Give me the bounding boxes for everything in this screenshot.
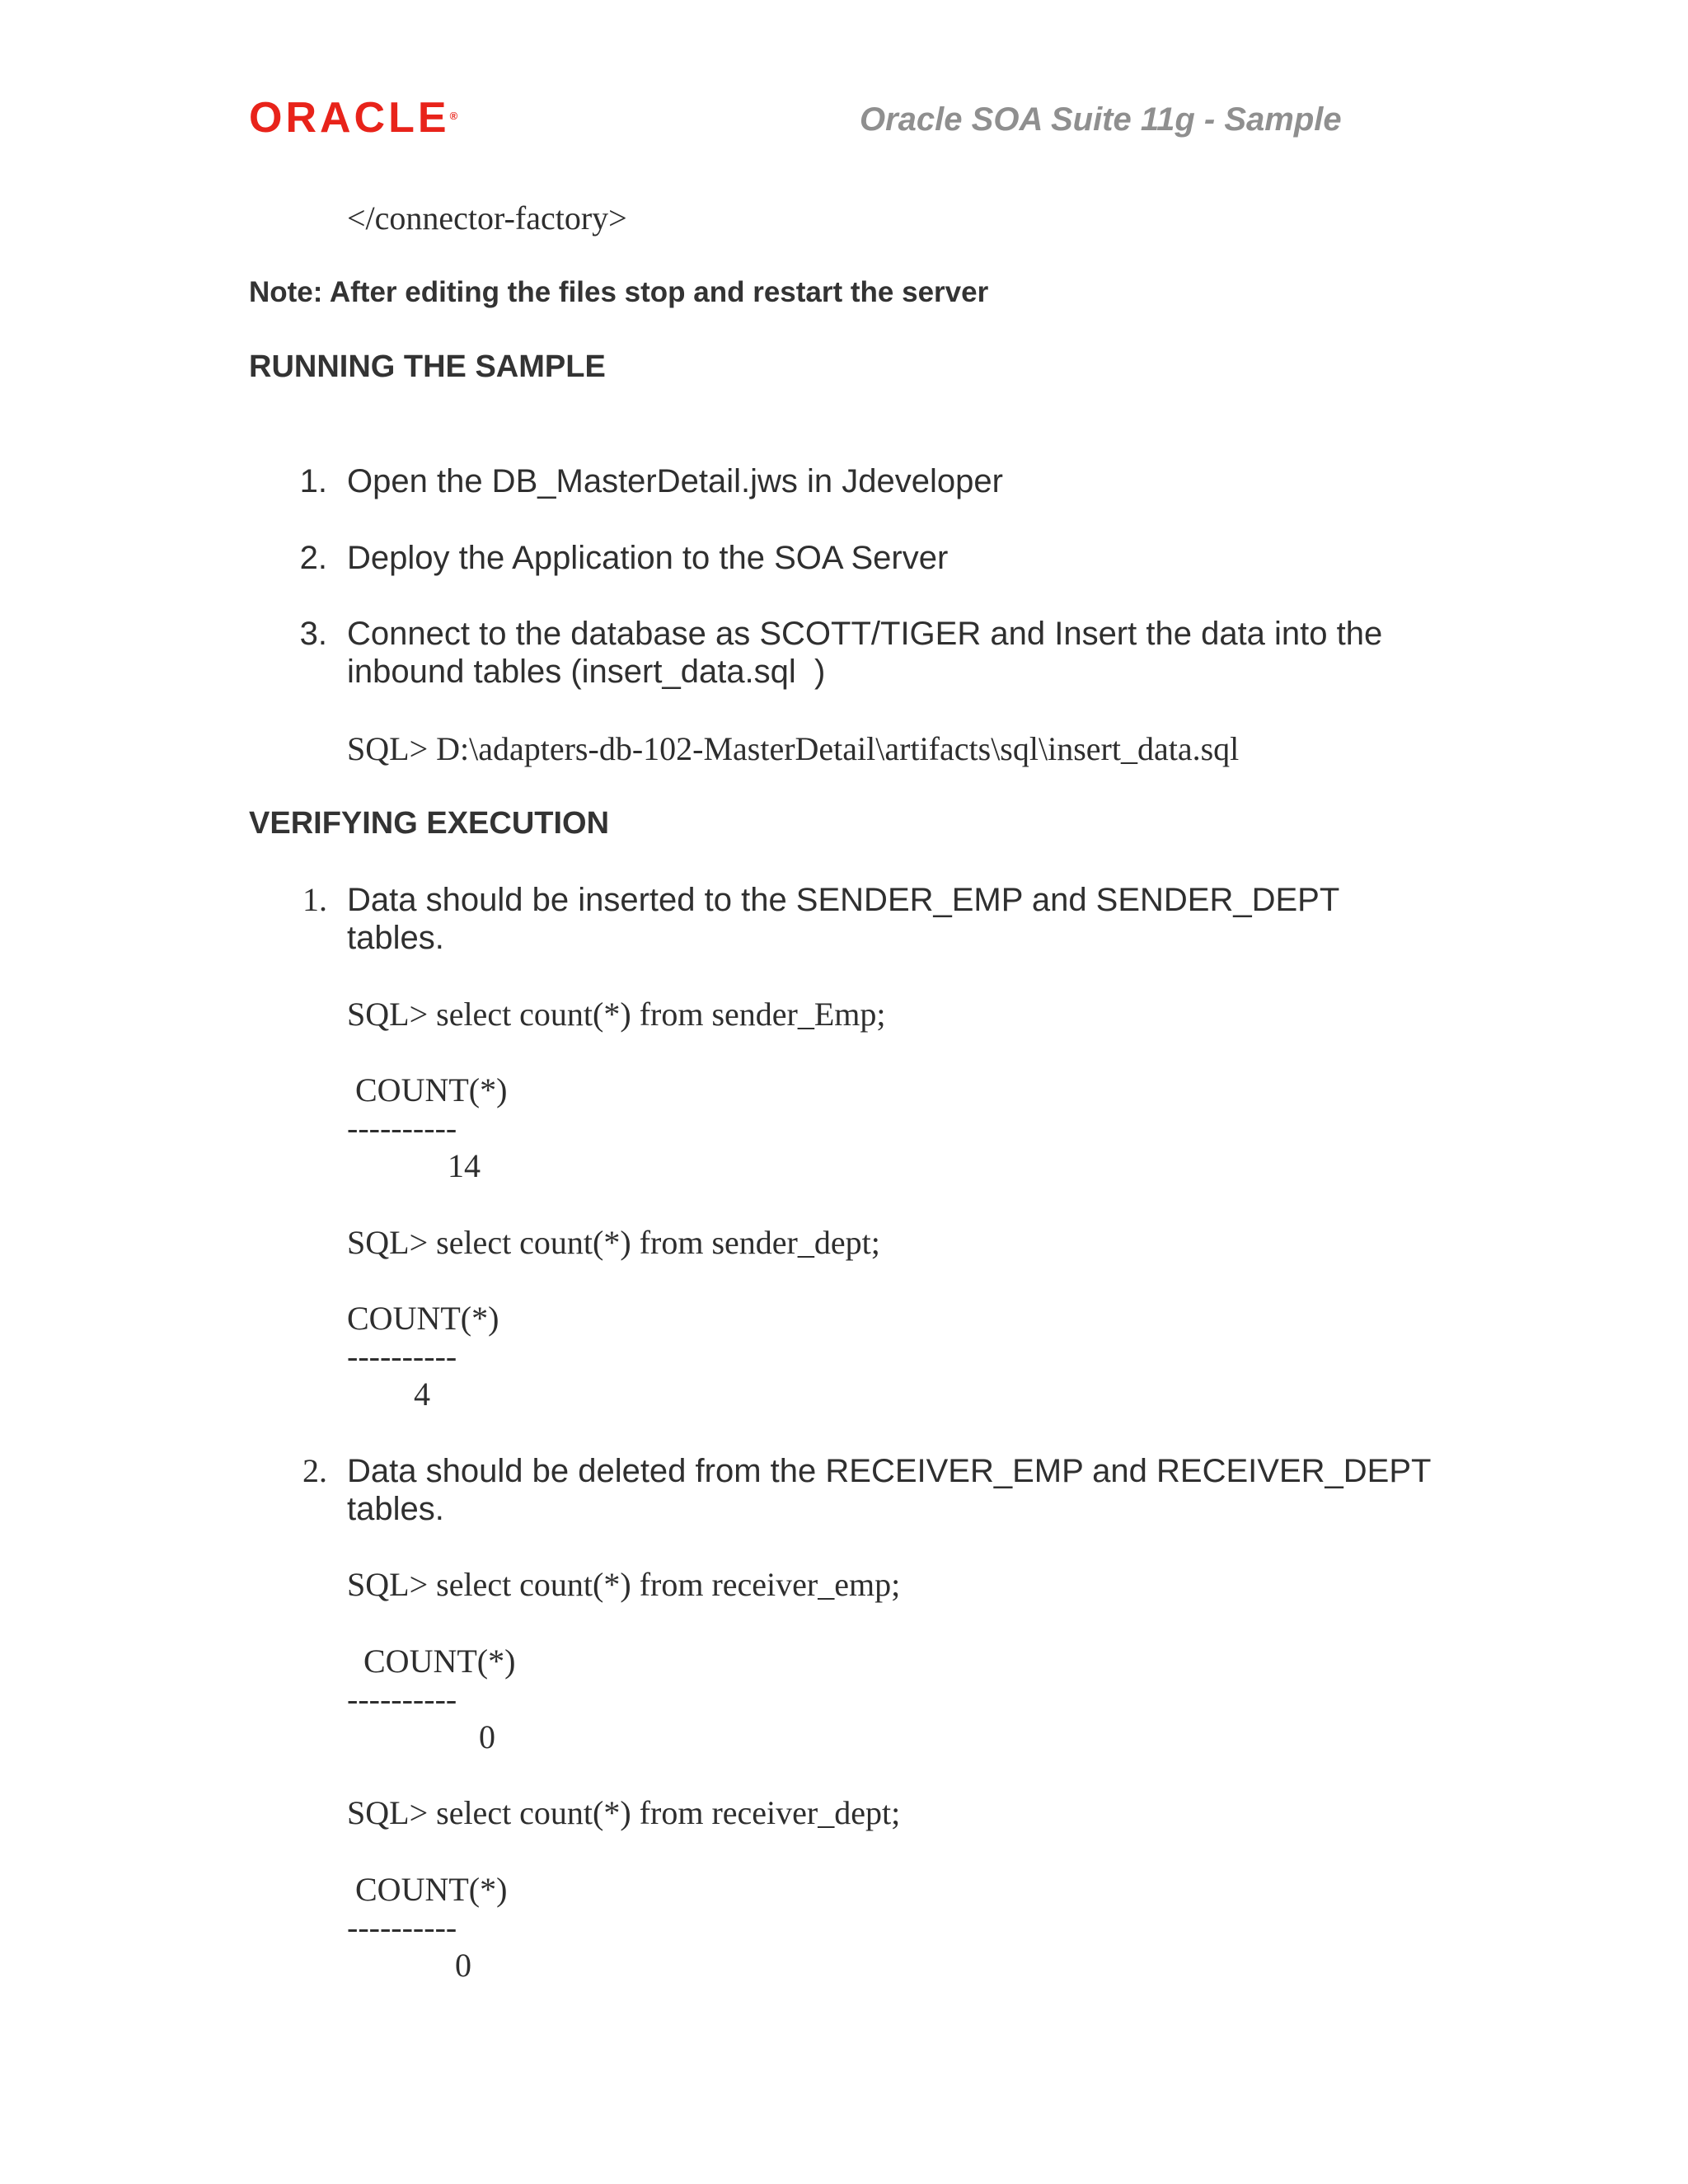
verify-step-2-text-line-2: tables. (347, 1491, 444, 1527)
running-step-2-text: Deploy the Application to the SOA Server (347, 540, 949, 576)
count-column-header: COUNT(*) (347, 1071, 508, 1108)
verify-step-1-text-line-2: tables. (347, 920, 444, 956)
verify-step-1-number: 1. (302, 881, 327, 918)
running-step-3-number: 3. (299, 616, 327, 652)
count-separator: ---------- (347, 1109, 457, 1146)
count-column-header: COUNT(*) (347, 1871, 508, 1908)
count-result-sender-emp: 14 (448, 1147, 481, 1184)
count-column-header: COUNT(*) (347, 1643, 516, 1680)
sql-query-receiver-dept: SQL> select count(*) from receiver_dept; (347, 1794, 901, 1831)
verifying-execution-heading: VERIFYING EXECUTION (249, 806, 610, 841)
count-column-header: COUNT(*) (347, 1300, 499, 1337)
sql-query-sender-dept: SQL> select count(*) from sender_dept; (347, 1224, 880, 1261)
verify-step-2-text-line-1: Data should be deleted from the RECEIVER_EMP and RECEIVER_DEPT (347, 1453, 1432, 1489)
running-step-2-number: 2. (299, 540, 327, 576)
connector-factory-close-tag: </connector-factory> (347, 199, 627, 237)
registered-mark: ® (449, 110, 458, 122)
count-result-receiver-dept: 0 (455, 1947, 471, 1984)
running-step-1-number: 1. (299, 463, 327, 499)
count-separator: ---------- (347, 1909, 457, 1946)
oracle-logo (249, 94, 458, 142)
sql-insert-command: SQL> D:\adapters-db-102-MasterDetail\artifacts\sql\insert_data.sql (347, 730, 1240, 767)
count-separator: ---------- (347, 1338, 457, 1375)
count-result-sender-dept: 4 (414, 1376, 430, 1413)
running-step-3-text-line-2: inbound tables (insert_data.sql ) (347, 654, 826, 690)
count-separator: ---------- (347, 1680, 457, 1718)
verify-step-1-text-line-1: Data should be inserted to the SENDER_EMP and SENDER_DEPT (347, 882, 1340, 918)
restart-note: Note: After editing the files stop and restart the server (249, 276, 989, 308)
verify-step-2-number: 2. (302, 1452, 327, 1489)
running-sample-heading: RUNNING THE SAMPLE (249, 349, 606, 384)
count-result-receiver-emp: 0 (479, 1718, 495, 1755)
sql-query-sender-emp: SQL> select count(*) from sender_Emp; (347, 996, 886, 1033)
document-title: Oracle SOA Suite 11g - Sample (860, 101, 1342, 138)
logo-text: ORACLE (249, 94, 450, 142)
running-step-3-text-line-1: Connect to the database as SCOTT/TIGER and Insert the data into the (347, 616, 1383, 652)
running-step-1-text: Open the DB_MasterDetail.jws in Jdeveloper (347, 463, 1003, 499)
sql-query-receiver-emp: SQL> select count(*) from receiver_emp; (347, 1566, 901, 1603)
